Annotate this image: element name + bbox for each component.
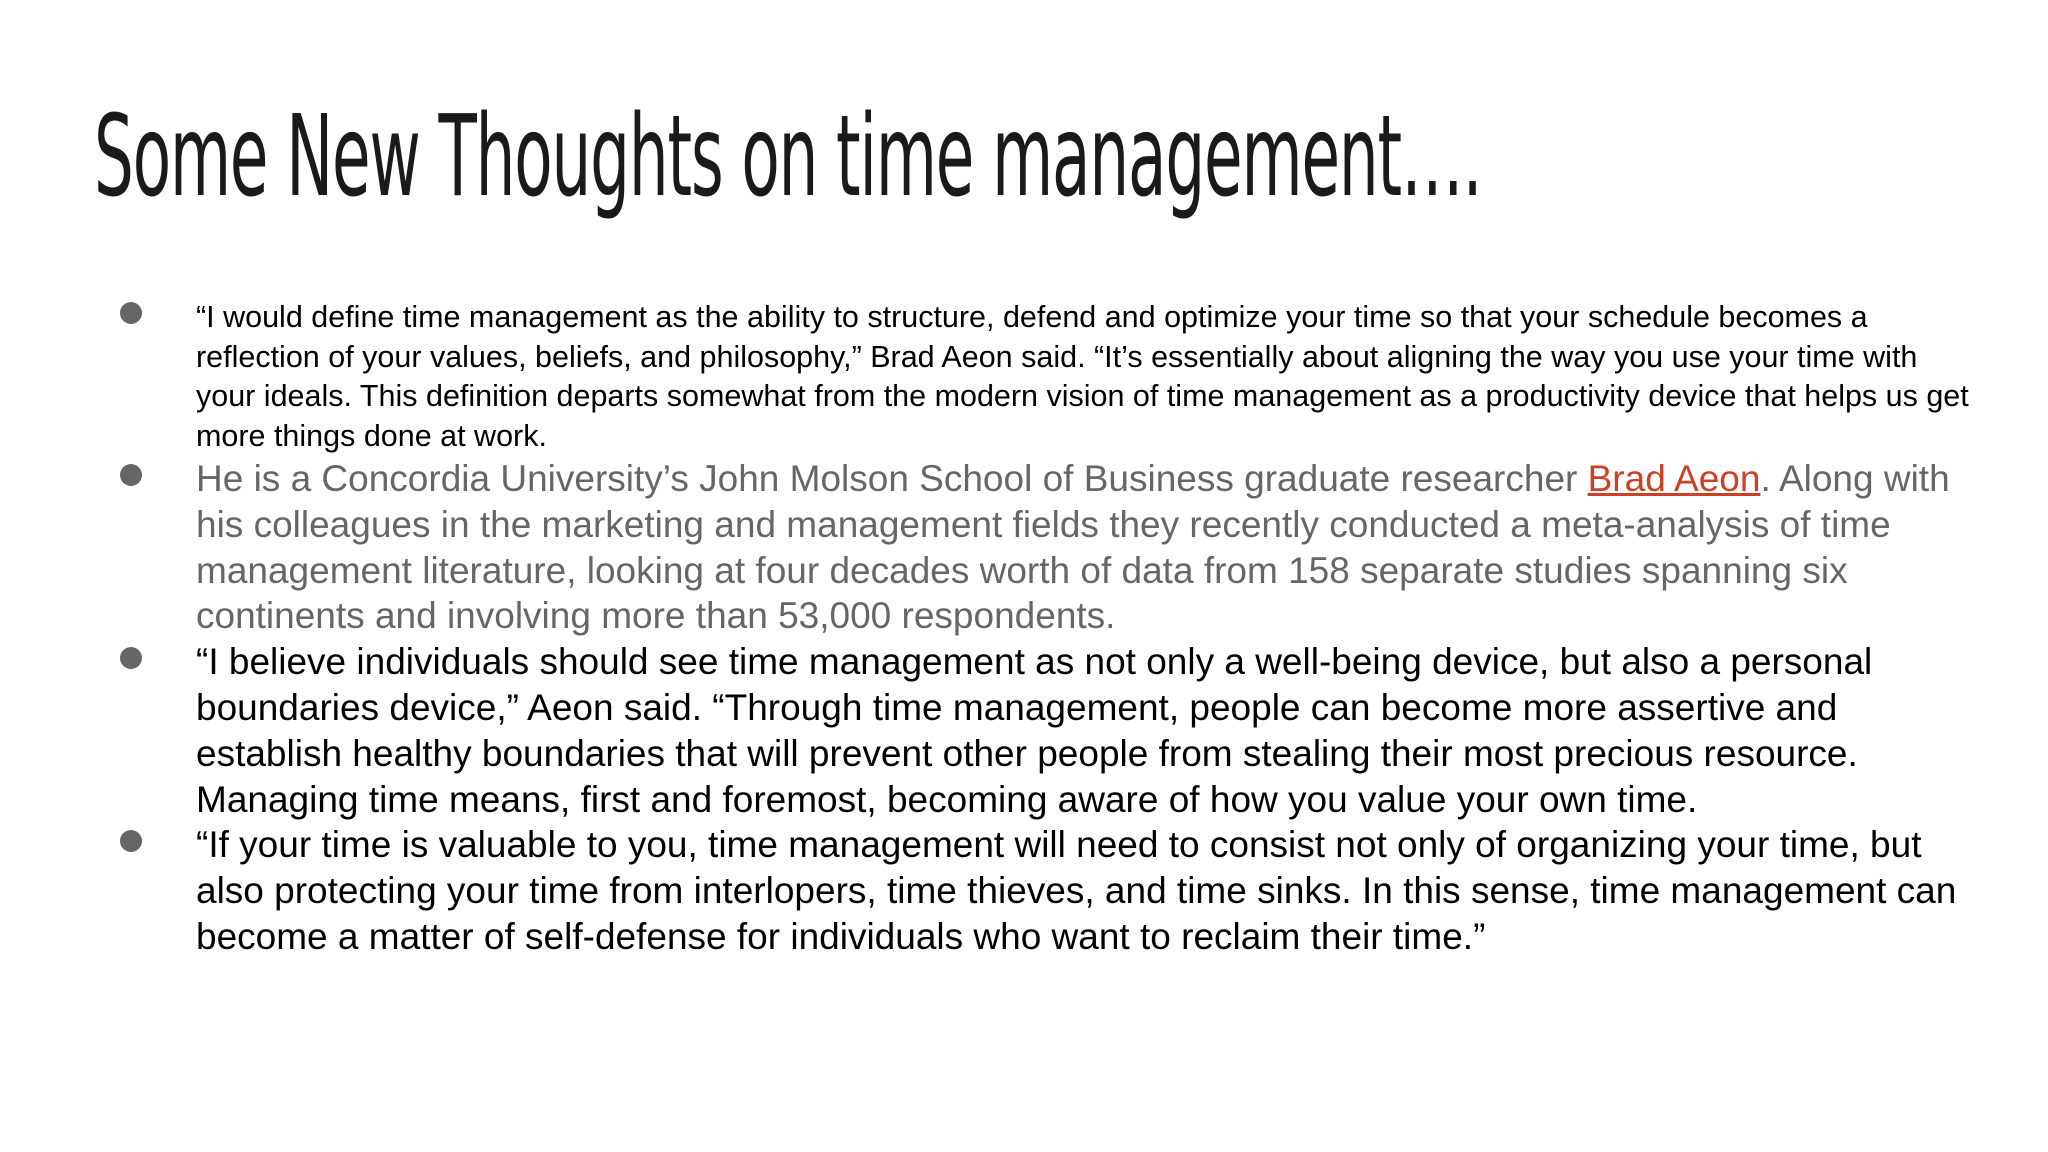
bullet-dot-icon <box>120 464 142 486</box>
bullet-text: “I would define time management as the ability to structure, defend and optimize your time so that your schedule becomes a reflection of your values, beliefs, and philosophy,” Brad Aeon said. “It’s essentially about aligning the way you use your time with your ideals. This definition departs somewhat from the modern vision of time management as a productivity device that helps us get more things done at work. <box>196 300 1969 453</box>
bullet-dot-icon <box>120 302 142 324</box>
bullet-dot-icon <box>120 647 142 669</box>
brad-aeon-link[interactable]: Brad Aeon <box>1587 458 1761 499</box>
bullet-dot-icon <box>120 830 142 852</box>
bullet-text-after-link: . Along with his colleagues in the marketing and management fields they recently conducted a meta-analysis of time management literature, looking at four decades worth of data from 158 separate studies spanning six continents and involving more than 53,000 respondents. <box>196 458 1950 637</box>
bullet-item <box>120 456 1980 639</box>
bullet-text: “If your time is valuable to you, time management will need to consist not only of organizing your time, but also protecting your time from interlopers, time thieves, and time sinks. In this sense, time management can become a matter of self-defense for individuals who want to reclaim their time.” <box>196 824 1957 957</box>
bullet-item <box>120 639 1980 822</box>
bullet-text-before-link: He is a Concordia University’s John Molson School of Business graduate researcher <box>196 458 1588 499</box>
bullet-item <box>120 822 1980 959</box>
bullet-text: “I believe individuals should see time management as not only a well-being device, but also a personal boundaries device,” Aeon said. “Through time management, people can become more assertive and establish healthy boundaries that will prevent other people from stealing their most precious resource. Managing time means, first and foremost, becoming aware of how you value your own time. <box>196 641 1873 820</box>
bullet-item <box>120 298 1980 456</box>
slide-title: Some New Thoughts on time management…. <box>94 92 1482 222</box>
bullet-list <box>120 298 1980 960</box>
